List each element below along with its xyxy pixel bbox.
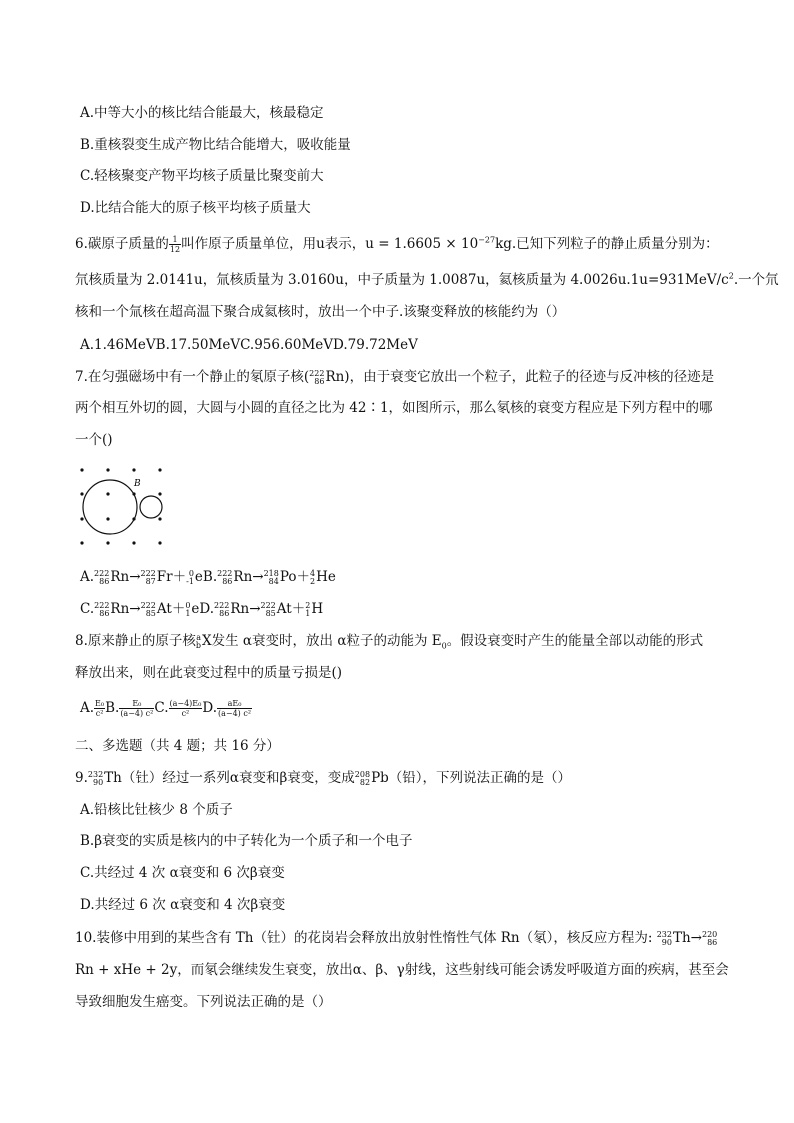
small-circle-track bbox=[140, 496, 162, 518]
q8-options: A. $\frac{\text{E₀}}{\text{c²}}$ B. $\frac{\text{E₀}}{\text{(a−4) c²}}$ C. $\frac{\text{(a−4)E₀}}{\text{c²}}$ D. $\frac{\text{aE₀}}{\text{(a−4) c²}}$ bbox=[80, 699, 252, 718]
q6-fraction: $\frac{1}{12}$ bbox=[169, 235, 181, 254]
q9-option-d: D.共经过 6 次 α衰变和 4 次β衰变 bbox=[80, 897, 286, 913]
q6-line-3: 核和一个氚核在超高温下聚合成氦核时，放出一个中子.该聚变释放的核能约为（） bbox=[75, 304, 566, 320]
q6-text-b: 叫作原子质量单位，用u表示，u = 1.6605 × 10 bbox=[181, 236, 479, 252]
q6-options: A.1.46MeVB.17.50MeVC.956.60MeVD.79.72MeV bbox=[80, 337, 418, 353]
q9-option-b: B.β衰变的实质是核内的中子转化为一个质子和一个电子 bbox=[80, 833, 413, 849]
q6-exponent: −27 bbox=[478, 235, 496, 245]
q5-option-b: B.重核裂变生成产物比结合能增大，吸收能量 bbox=[80, 137, 351, 153]
q6-text-c: kg.已知下列粒子的静止质量分别为： bbox=[495, 236, 719, 252]
q10-line-3: 导致细胞发生癌变。下列说法正确的是（） bbox=[75, 994, 332, 1010]
field-label: B bbox=[134, 479, 141, 489]
q7-line-3: 一个() bbox=[75, 432, 113, 448]
q10-line-2: Rn + xHe + 2y，而氡会继续发生衰变，放出α、β、γ射线，这些射线可能会诱发呼吸道方面的疾病，甚至会 bbox=[75, 962, 729, 978]
q7-options-cd: C. 222 86 Rn→ 222 85 At＋ 0 1 eD. 222 86 Rn→ 222 85 At＋ 2 1 H bbox=[80, 600, 324, 618]
q7-line-2: 两个相互外切的圆，大圆与小圆的直径之比为 42∶1，如图所示，那么氡核的衰变方程应是下列方程中的哪 bbox=[75, 400, 713, 416]
section-2-heading: 二、多选题（共 4 题；共 16 分） bbox=[75, 738, 280, 754]
q5-option-d: D.比结合能大的原子核平均核子质量大 bbox=[80, 200, 311, 216]
q9-line-1: 9. 232 90 Th（钍）经过一系列α衰变和β衰变，变成 208 82 Pb（铅），下列说法正确的是（） bbox=[75, 769, 572, 787]
q7-line-1: 7.在匀强磁场中有一个静止的氡原子核( 222 86 Rn)，由于衰变它放出一个粒子，此粒子的径迹与反冲核的径迹是 bbox=[75, 368, 715, 386]
q9-option-a: A.铅核比钍核少 8 个质子 bbox=[80, 802, 233, 818]
q8-line-2: 释放出来，则在此衰变过程中的质量亏损是() bbox=[75, 665, 343, 681]
q6-text-a: 6.碳原子质量的 bbox=[75, 236, 169, 252]
field-dots bbox=[80, 468, 161, 544]
large-circle-track bbox=[83, 480, 137, 534]
q9-option-c: C.共经过 4 次 α衰变和 6 次β衰变 bbox=[80, 865, 285, 881]
isotope-rn: 222 86 bbox=[309, 368, 325, 386]
q5-option-c: C.轻核聚变产物平均核子质量比聚变前大 bbox=[80, 168, 324, 184]
q10-line-1: 10.装修中用到的某些含有 Th（钍）的花岗岩会释放出放射性惰性气体 Rn（氡），核反应方程为: 232 90 Th→ 220 86 bbox=[75, 929, 718, 947]
magnetic-field-figure bbox=[72, 462, 172, 552]
q7-options-ab: A. 222 86 Rn→ 222 87 Fr＋ 0 -1 eB. 222 86 Rn→ 218 84 Po＋ 4 2 He bbox=[80, 568, 336, 586]
q8-line-1: 8.原来静止的原子核 a b X发生 α衰变时，放出 α粒子的动能为 $E_0$。假设衰变时产生的能量全部以动能的形式 bbox=[75, 632, 704, 651]
q5-option-a: A.中等大小的核比结合能最大，核最稳定 bbox=[80, 105, 324, 121]
q6-line-2: 氘核质量为 2.0141u，氚核质量为 3.0160u，中子质量为 1.0087u，氦核质量为 $4.0026u.1u=931MeV/c^2$.一个氘 bbox=[75, 271, 779, 288]
q6-line-1 bbox=[75, 234, 719, 254]
